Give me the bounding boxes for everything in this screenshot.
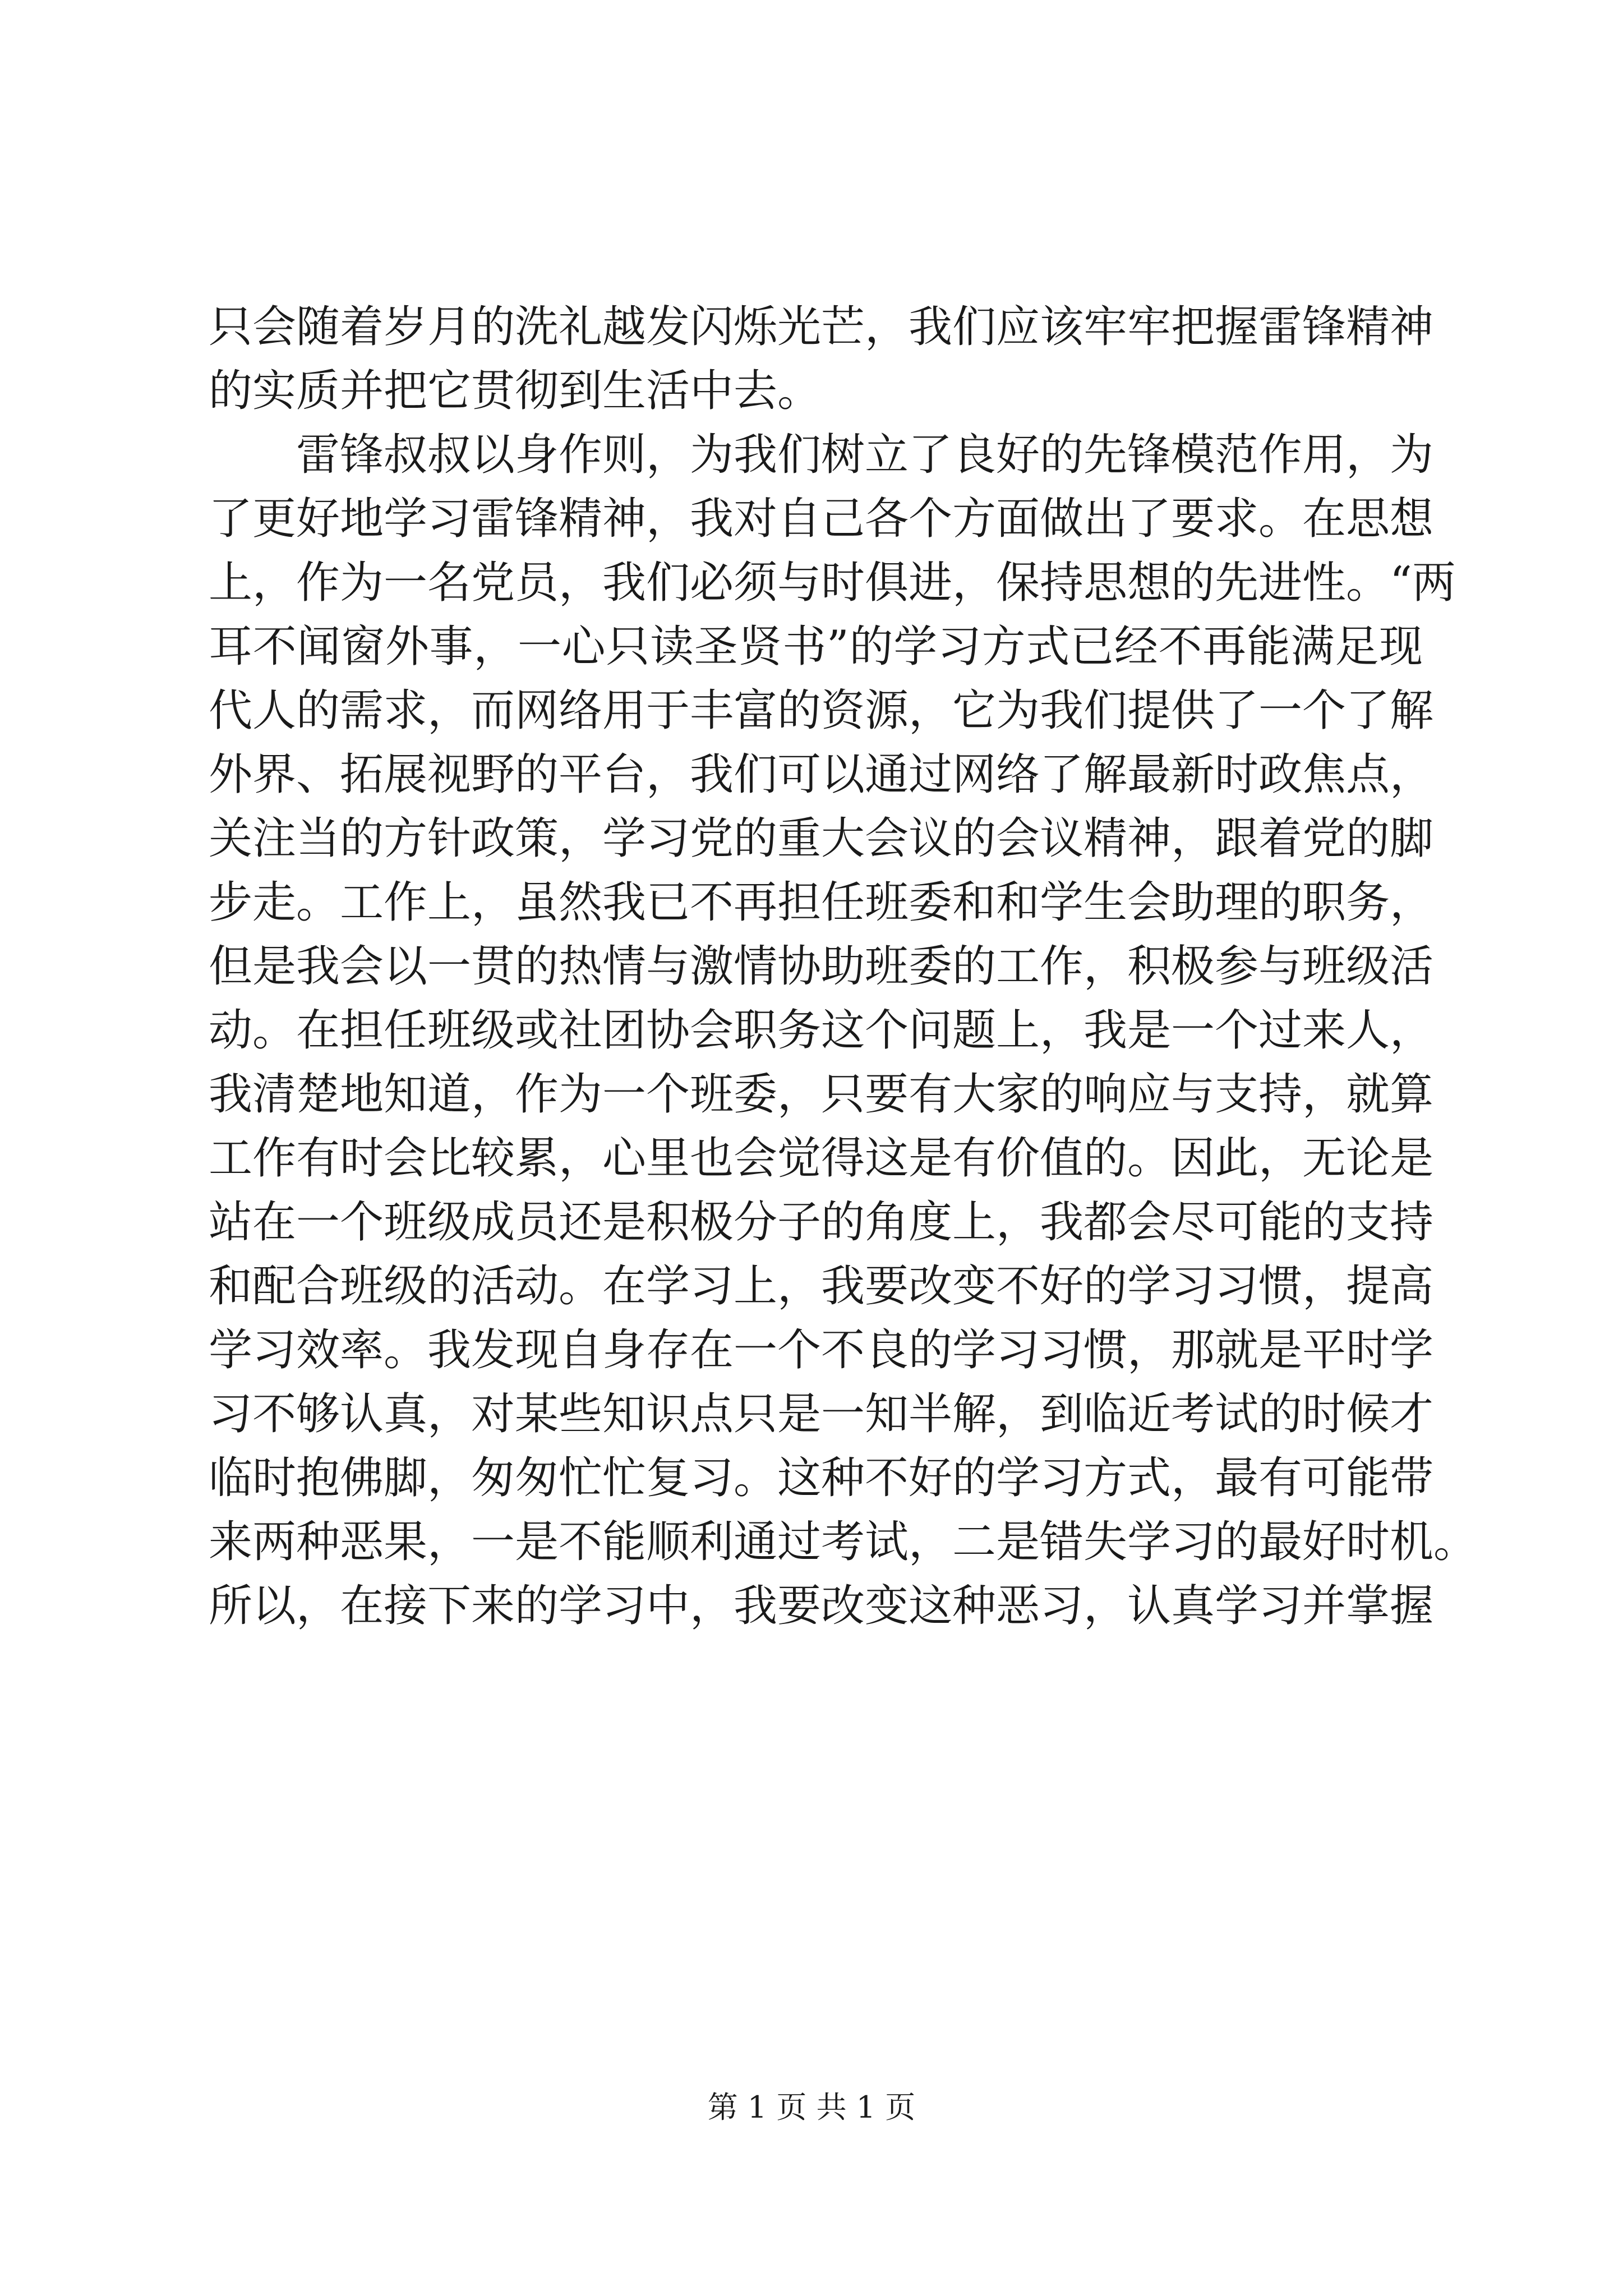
text-line: 来两种恶果，一是不能顺利通过考试，二是错失学习的最好时机。: [209, 1517, 1478, 1567]
text-line: 上，作为一名党员，我们必须与时俱进，保持思想的先进性。“两: [209, 558, 1456, 608]
text-line: 了更好地学习雷锋精神，我对自己各个方面做出了要求。在思想: [209, 494, 1434, 544]
text-line: 的实质并把它贯彻到生活中去。: [209, 366, 822, 416]
text-line: 耳不闻窗外事，一心只读圣贤书”的学习方式已经不再能满足现: [209, 622, 1423, 672]
page-footer: [0, 2088, 1623, 2127]
text-line: 只会随着岁月的洗礼越发闪烁光芒，我们应该牢牢把握雷锋精神: [209, 302, 1434, 352]
text-line: 我清楚地知道，作为一个班委，只要有大家的响应与支持，就算: [209, 1069, 1434, 1120]
text-line-paragraph-start: 雷锋叔叔以身作则，为我们树立了良好的先锋模范作用，为: [296, 430, 1434, 480]
page-number-indicator: 第 1 页 共 1 页: [707, 2090, 916, 2125]
text-line: 步走。工作上，虽然我已不再担任班委和和学生会助理的职务，: [209, 877, 1434, 928]
text-line: 学习效率。我发现自身存在一个不良的学习习惯，那就是平时学: [209, 1325, 1434, 1375]
text-line: 外界、拓展视野的平台，我们可以通过网络了解最新时政焦点，: [209, 749, 1434, 800]
text-line: 动。在担任班级或社团协会职务这个问题上，我是一个过来人，: [209, 1005, 1434, 1056]
text-line: 所以，在接下来的学习中，我要改变这种恶习，认真学习并掌握: [209, 1581, 1434, 1631]
text-line: 和配合班级的活动。在学习上，我要改变不好的学习习惯，提高: [209, 1261, 1434, 1312]
text-line: 但是我会以一贯的热情与激情协助班委的工作，积极参与班级活: [209, 941, 1434, 992]
text-line: 关注当的方针政策，学习党的重大会议的会议精神，跟着党的脚: [209, 813, 1434, 864]
text-line: 临时抱佛脚，匆匆忙忙复习。这种不好的学习方式，最有可能带: [209, 1453, 1434, 1503]
text-line: 站在一个班级成员还是积极分子的角度上，我都会尽可能的支持: [209, 1197, 1434, 1248]
text-line: 习不够认真，对某些知识点只是一知半解，到临近考试的时候才: [209, 1389, 1434, 1439]
body-text: [209, 295, 1478, 1638]
text-line: 工作有时会比较累，心里也会觉得这是有价值的。因此，无论是: [209, 1133, 1434, 1184]
text-line: 代人的需求，而网络用于丰富的资源，它为我们提供了一个了解: [209, 685, 1434, 736]
